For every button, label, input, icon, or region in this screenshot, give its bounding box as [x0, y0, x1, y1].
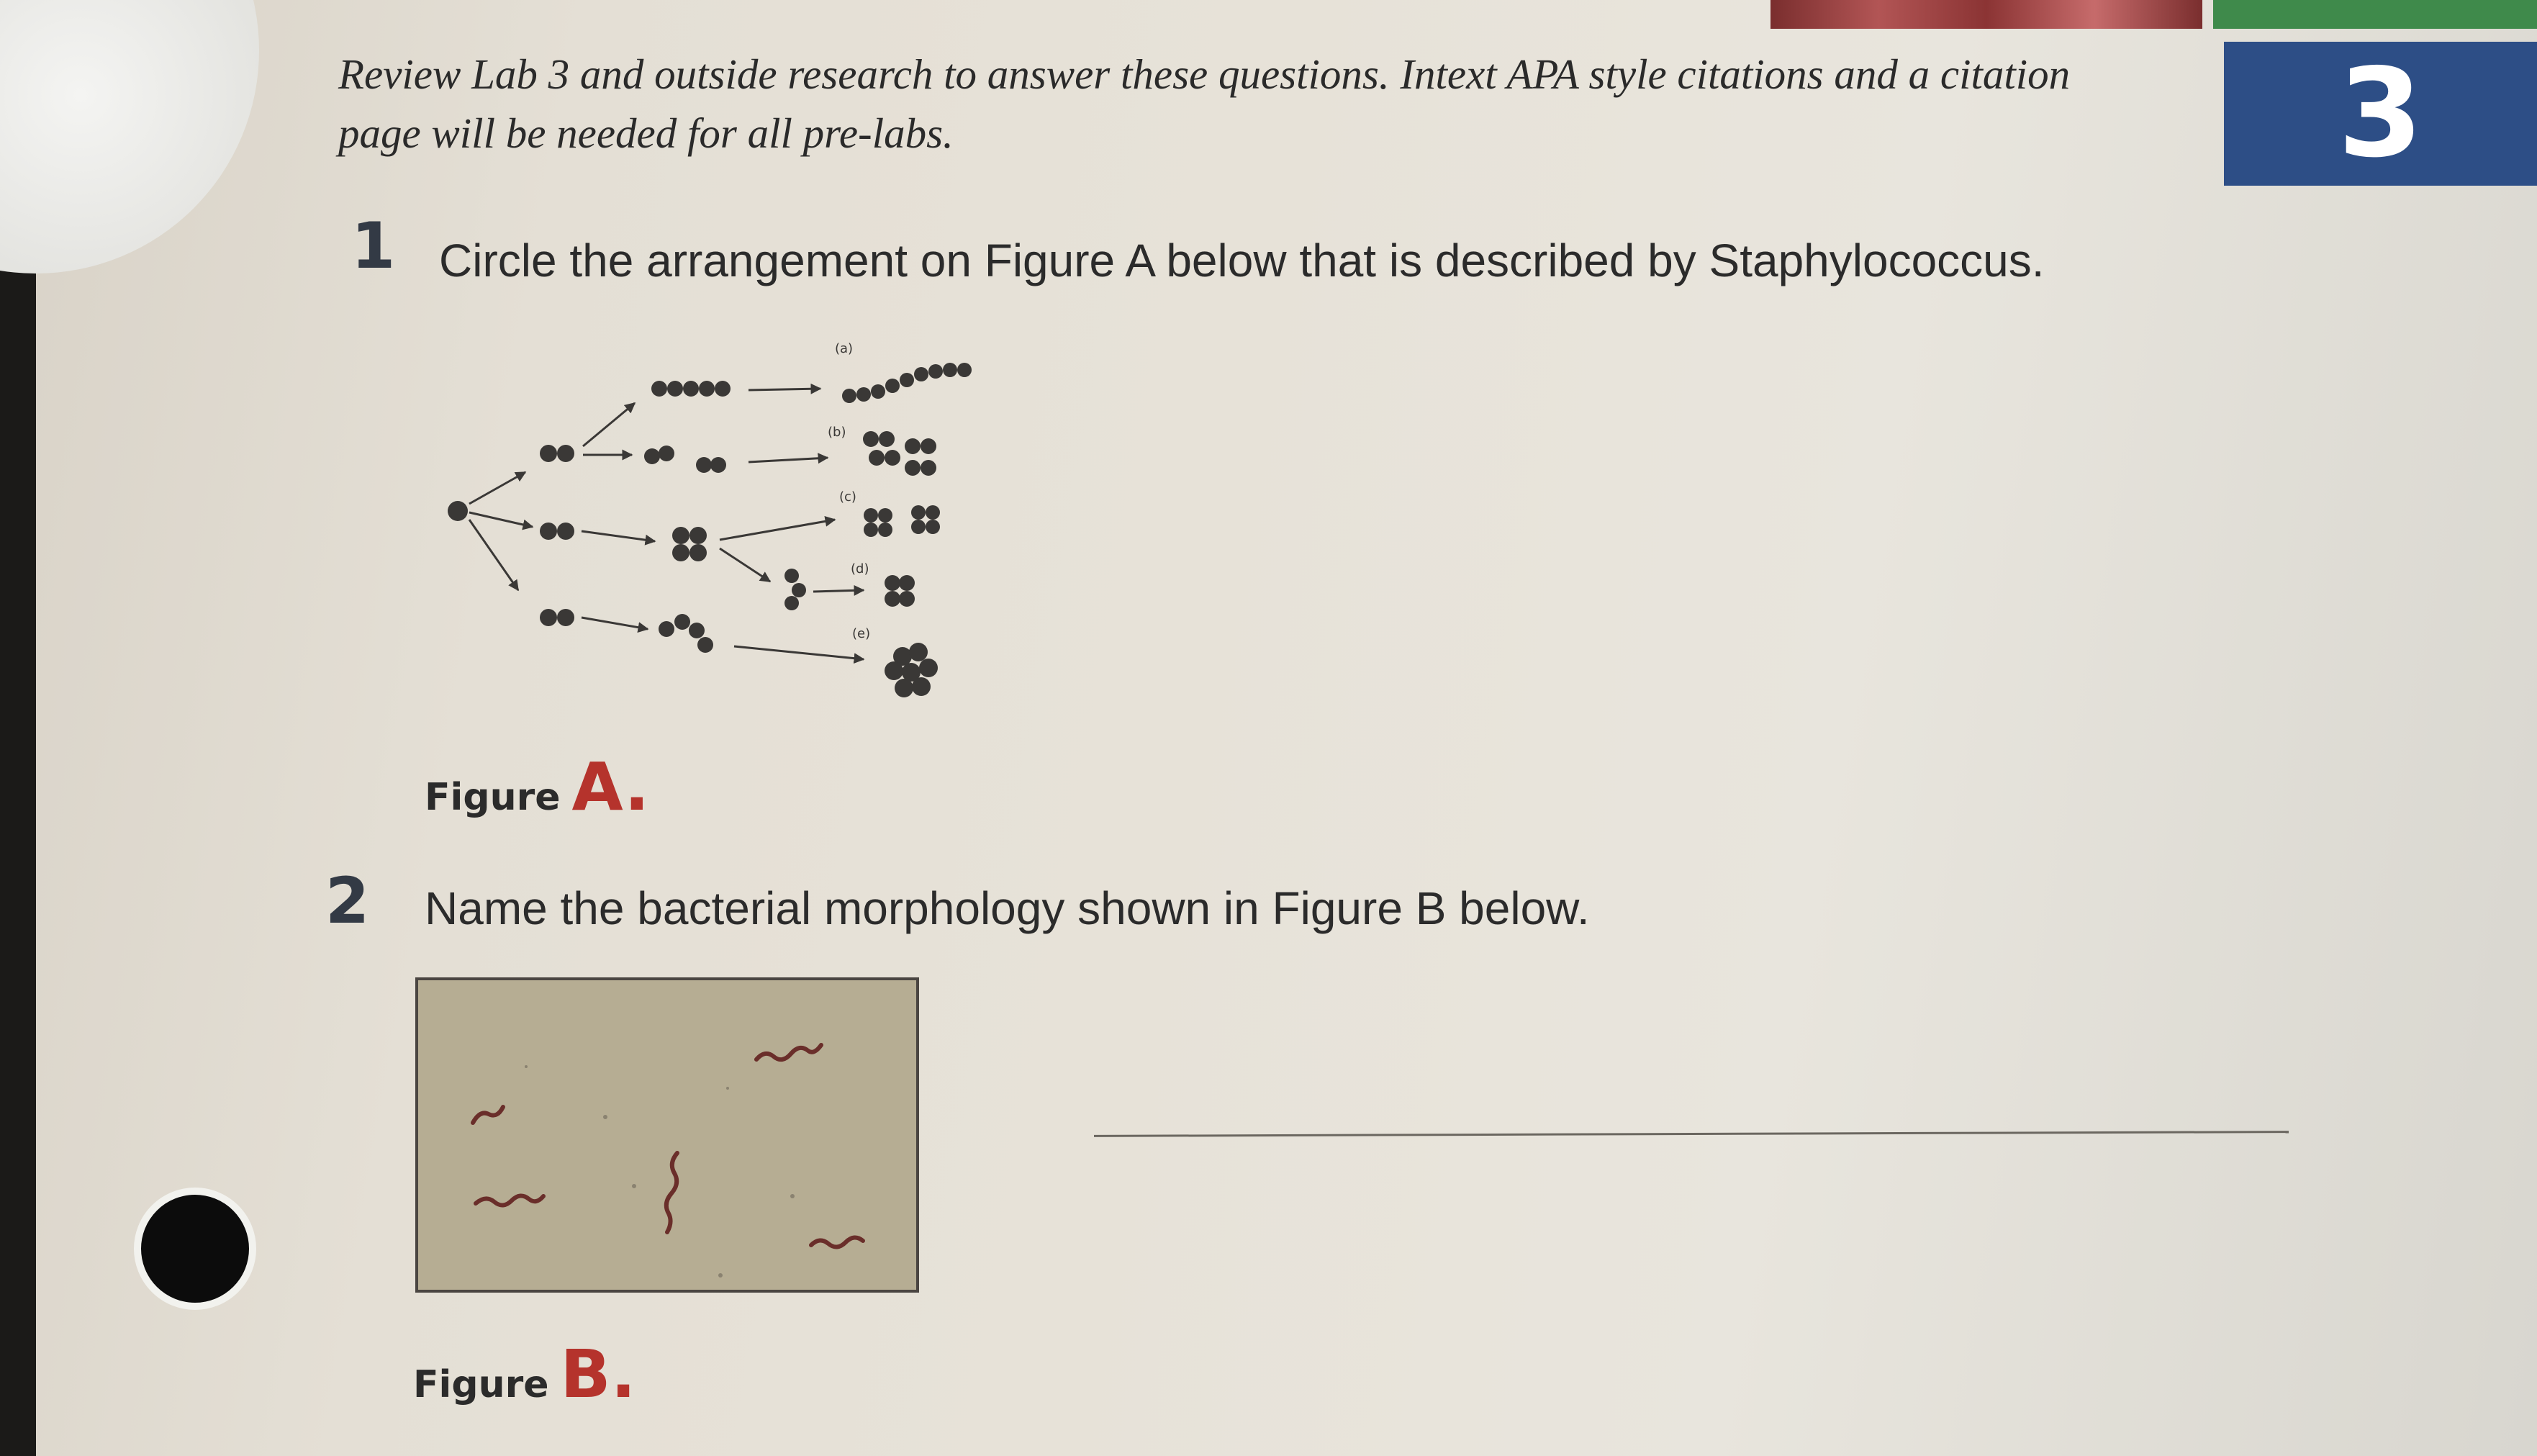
- label-d: (d): [851, 561, 869, 576]
- question-2-number: 2: [325, 864, 370, 938]
- header-green-strip: [2213, 0, 2537, 29]
- figure-a-caption-letter: A.: [571, 749, 650, 826]
- tetrad-chain-short: [651, 381, 731, 397]
- double-pairs: [644, 446, 726, 473]
- worksheet-page: [36, 0, 2537, 1456]
- arrangement-e-staphylococci: [885, 643, 938, 697]
- label-c: (c): [839, 489, 856, 505]
- row-3-pair: [540, 609, 574, 626]
- row-1-pair: [540, 445, 574, 462]
- label-a: (a): [835, 341, 854, 356]
- intro-instructions: Review Lab 3 and outside research to answer these questions. Intext APA style citations and a citation page will be needed for all pre-labs.: [338, 50, 2071, 157]
- figure-b-micrograph: [415, 977, 919, 1293]
- arrangement-labels: [828, 341, 870, 641]
- question-2-text: Name the bacterial morphology shown in Figure B below.: [425, 882, 1590, 934]
- figure-a-diagram: [432, 331, 1008, 705]
- lab-number: 3: [2338, 42, 2423, 185]
- binder-hole: [134, 1188, 256, 1310]
- label-e: (e): [852, 626, 871, 641]
- arrangement-b-diplococci: [863, 431, 936, 476]
- figure-a-caption: [425, 749, 649, 826]
- spirilla-organisms: [418, 980, 916, 1290]
- question-1-number: 1: [351, 209, 396, 283]
- figure-b-caption-word: Figure: [413, 1363, 549, 1406]
- arrangement-d-sarcinae: [784, 569, 915, 610]
- figure-b-caption-letter: B.: [560, 1336, 636, 1413]
- figure-a-caption-word: Figure: [425, 776, 561, 819]
- figure-b-caption: [413, 1336, 636, 1413]
- lab-number-badge: [2224, 42, 2537, 186]
- row-2-pair: [540, 523, 574, 540]
- label-b: (b): [828, 425, 846, 440]
- cluster-small: [659, 614, 713, 653]
- arrangement-a-streptococci: [842, 363, 972, 403]
- arrangement-c-tetrads: [864, 505, 940, 537]
- coccus-cells: [448, 363, 972, 697]
- question-1-text: Circle the arrangement on Figure A below that is described by Staphylococcus.: [439, 235, 2045, 286]
- division-arrows: [469, 389, 864, 659]
- header-photo-strip: [1771, 0, 2202, 29]
- tetrad-middle: [672, 527, 707, 561]
